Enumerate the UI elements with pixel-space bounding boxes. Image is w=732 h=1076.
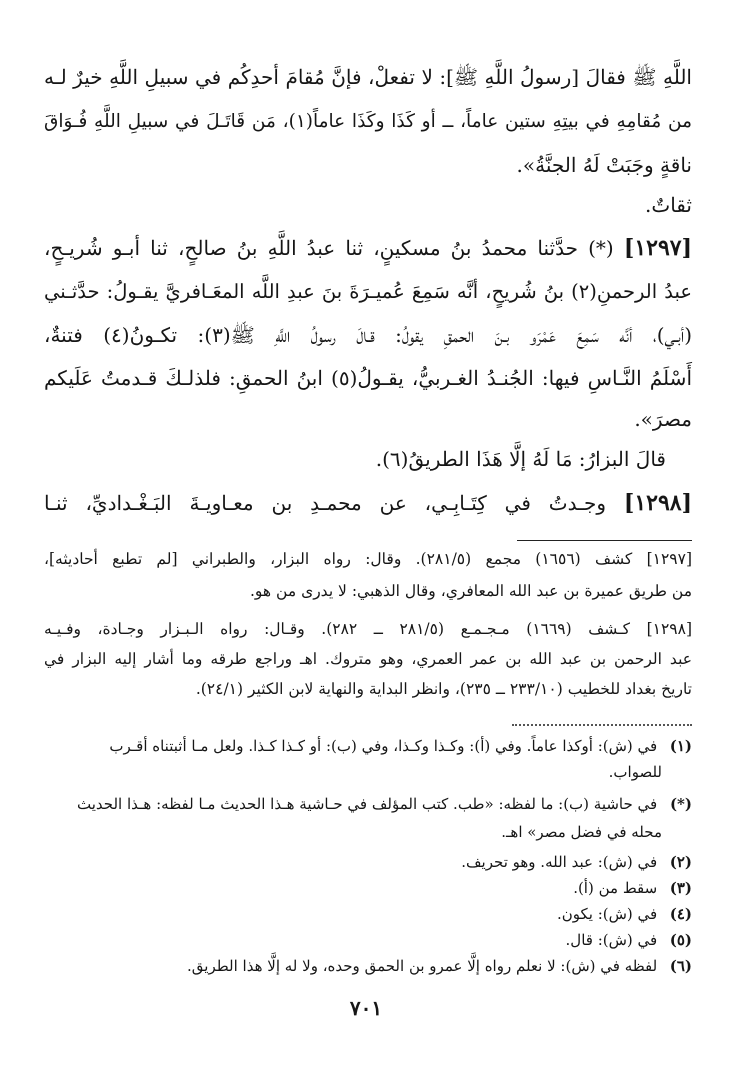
- footnote-6: [44, 954, 692, 978]
- main-line-6: عبدُ الرحمنِ(٢) بنُ شُريحٍ، أنَّه سَمِعَ عُميـرَةَ بنَ عبدِ اللَّه المعَـافريَّ يقـولُ: حدَّثـني: [44, 280, 692, 303]
- footnote-text: في (ش): أوكذا عاماً. وفي (أ): وكـذا وكـذا، وفي (ب): أو كـذا كـذا. ولعل مـا أثبتناه أقـرب: [109, 737, 658, 755]
- footnote-2: [44, 850, 692, 874]
- footnote-number: (٣): [669, 879, 692, 897]
- footnote-4: [44, 902, 692, 926]
- source-line-3: [١٢٩٨] كـشف (١٦٦٩) مـجـمـع (٢٨١/٥ ــ ٢٨٢). وقـال: رواه الـبـزار وجـادة، وفـيـه: [44, 620, 693, 638]
- main-line-4: ثقاتٌ.: [645, 193, 692, 217]
- main-line-1: اللَّهِ ﷺ فقالَ [رسولُ اللَّهِ ﷺ]: لا تفعلْ، فإنَّ مُقامَ أحدِكُم في سبيلِ اللَّهِ خيرٌ لـه: [44, 65, 692, 89]
- hadith-1298-line: [44, 488, 692, 518]
- source-line-5: تاريخ بغداد للخطيب (٢٣٣/١٠ ــ ٢٣٥)، وانظر البداية والنهاية لابن الكثير (٢٤/١).: [195, 680, 692, 698]
- footnote-number: (٥): [669, 931, 692, 949]
- footnote-1-cont: للصواب.: [608, 763, 662, 781]
- footnote-star: [44, 792, 692, 816]
- footnote-text: في (ش): قال.: [565, 931, 658, 949]
- hadith-number-1297: [١٢٩٧]: [623, 235, 693, 261]
- main-line-5: (*) حدَّثنا محمدُ بنُ مسكينٍ، ثنا عبدُ اللَّهِ بنُ صالحٍ، ثنا أبـو شُريـحٍ،: [44, 236, 614, 260]
- footnote-number: (٦): [669, 957, 692, 975]
- main-line-2: من مُقامِهِ في بيتِهِ ستين عاماً، ــ أو كَذَا وكَذَا عاماً(١)، مَن قَاتَـلَ في سبيلِ اللَّهِ فُـوَاقَ: [44, 111, 692, 132]
- main-line-10: قالَ البزارُ: مَا لَهُ إلَّا هَذَا الطريقُ(٦).: [375, 447, 666, 471]
- footnote-text: في (ش): يكون.: [556, 905, 658, 923]
- footnote-number: (*): [669, 795, 692, 813]
- footnote-text: في (ش): عبد الله. وهو تحريف.: [461, 853, 658, 871]
- main-line-9: مصرَ».: [634, 407, 692, 431]
- footnote-number: (٤): [669, 905, 692, 923]
- source-line-4: عبد الرحمن بن عبد الله بن عمر العمري، وهو متروك. اهـ وراجع طرقه وما أشار إليه البزار في: [44, 650, 692, 668]
- footnote-text: لفظه في (ش): لا نعلم رواه إلَّا عمرو بن الحمق وحده، ولا له إلَّا هذا الطريق.: [187, 957, 658, 975]
- main-line-7: (أبـي)، أنَّه سَمِعَ عَمْرَو بـنَ الحمقِ يقولُ: قـالَ رسولُ اللَّهِ ﷺ(٣): تكـونُ(٤) فتنةٌ،: [44, 323, 692, 347]
- footnote-text: في حاشية (ب): ما لفظه: «طب. كتب المؤلف في حـاشية هـذا الحديث مـا لفظه: هـذا الحديث: [77, 795, 658, 813]
- hadith-number-1298: [١٢٩٨]: [623, 490, 692, 516]
- hadith-1297-line: [44, 233, 692, 263]
- footnote-number: (١): [669, 737, 692, 755]
- footnote-5: [44, 928, 692, 952]
- main-line-11: وجـدتُ في كِتَـابِـي، عن محمـدِ بن معـاويـةَ البَـغْـداديِّ، ثنـا: [44, 491, 606, 515]
- footnote-3: [44, 876, 692, 900]
- separator-rule: [517, 540, 692, 541]
- footnote-text: سقط من (أ).: [573, 879, 658, 897]
- footnote-number: (٢): [669, 853, 692, 871]
- page-number: ٧٠١: [349, 996, 383, 1020]
- main-line-8: أَسْلَمُ النَّـاسِ فيها: الجُنـدُ الغـربيُّ، يقـولُ(٥) ابنُ الحمقِ: فلذلـكَ قـدمتُ عَلَيكم: [44, 366, 692, 390]
- source-line-2: من طريق عميرة بن عبد الله المعافري، وقال الذهبي: لا يدرى من هو.: [250, 582, 692, 600]
- footnote-1: [44, 734, 692, 758]
- footnote-star-cont: محله في فضل مصر» اهـ.: [501, 823, 662, 841]
- main-line-3: ناقةٍ وجَبَتْ لَهُ الجنَّةُ».: [516, 153, 692, 177]
- source-line-1: [١٢٩٧] كشف (١٦٥٦) مجمع (٢٨١/٥). وقال: رواه البزار، والطبراني [لم تطبع أحاديثه]،: [44, 550, 693, 568]
- footnote-separator: [512, 724, 692, 726]
